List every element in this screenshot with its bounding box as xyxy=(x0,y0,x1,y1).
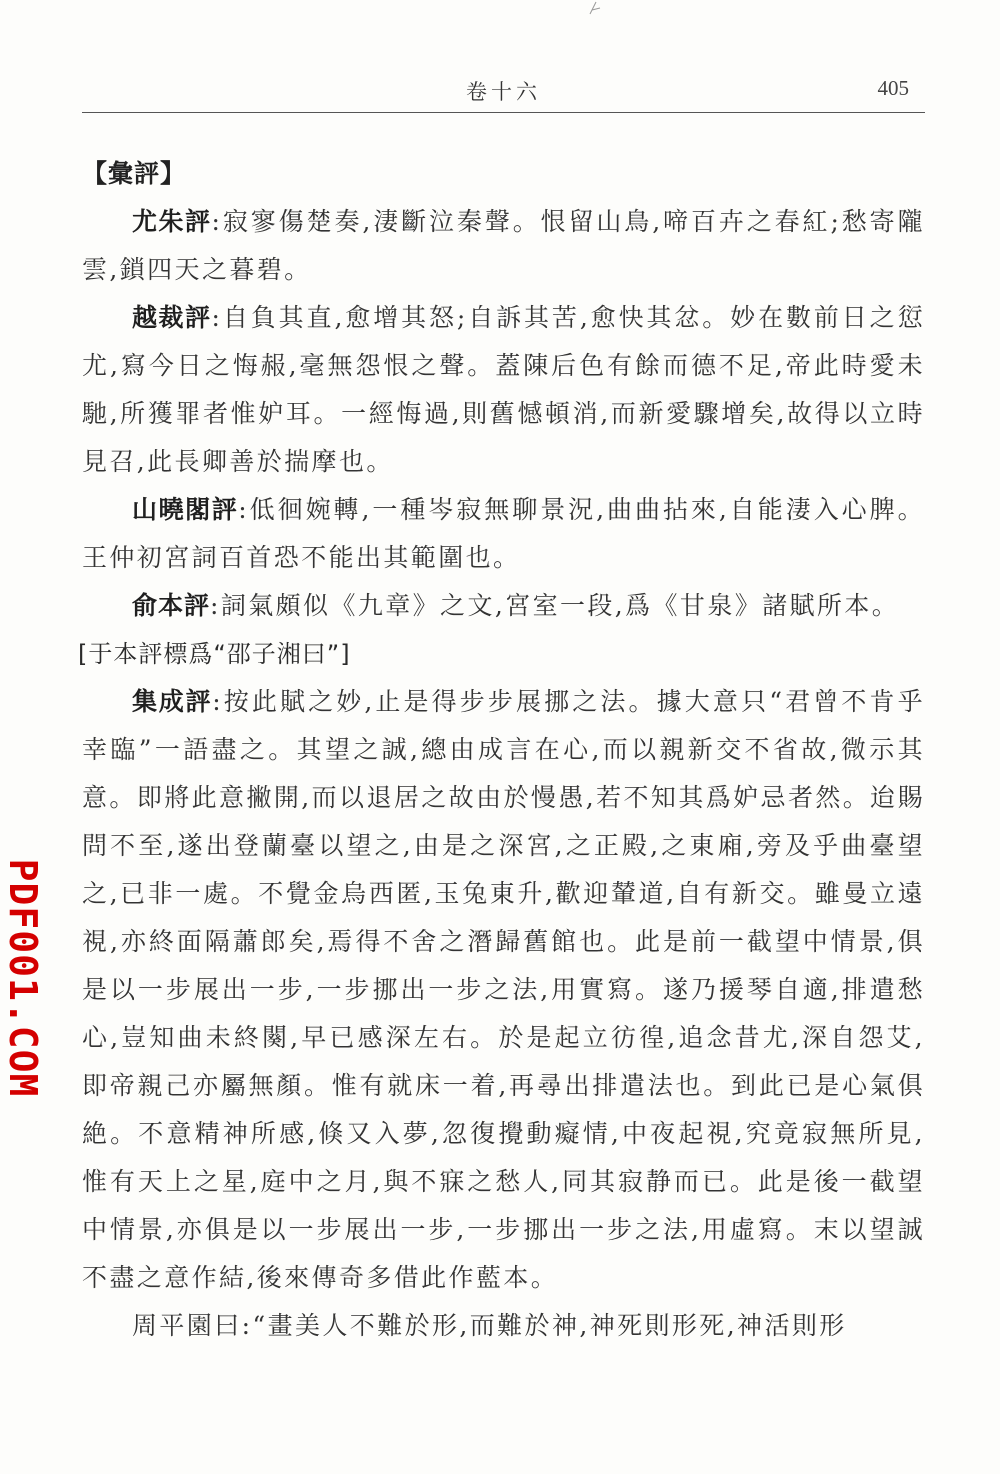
running-header xyxy=(82,70,925,110)
scan-edge-mark xyxy=(572,0,612,20)
commentary-paragraph xyxy=(82,486,925,582)
running-title: 卷十六 xyxy=(466,80,541,104)
section-heading: 【彙評】 xyxy=(82,159,187,188)
commentary-paragraph xyxy=(82,198,925,294)
page-number: 405 xyxy=(877,76,909,100)
page-content xyxy=(78,150,925,1350)
commentary-text: 周平園曰:“畫美人不難於形,而難於神,神死則形死,神活則形 xyxy=(132,1311,847,1340)
commentary-label: 越裁評 xyxy=(132,303,212,332)
commentary-label: 尤朱評 xyxy=(132,207,212,236)
commentary-paragraph xyxy=(82,678,925,1302)
watermark xyxy=(0,858,46,1098)
editorial-note: [于本評標爲“邵子湘曰”] xyxy=(78,640,351,668)
commentary-text: :低徊婉轉,一種岑寂無聊景況,曲曲拈來,自能淒入心脾。王仲初宮詞百首恐不能出其範圍也。 xyxy=(82,495,925,572)
commentary-text: :自負其直,愈增其怒;自訴其苦,愈快其忿。妙在數前日之愆尤,寫今日之悔赧,毫無怨恨之聲。蓋陳后色有餘而德不足,帝此時愛未馳,所獲罪者惟妒耳。一經悔過,則舊憾頓消,而新愛驟增矣,故得以立時見召,此長卿善於揣摩也。 xyxy=(82,303,925,476)
commentary-label: 俞本評 xyxy=(132,591,211,620)
commentary-label: 集成評 xyxy=(132,687,213,716)
commentary-paragraph xyxy=(82,582,925,630)
watermark-text: PDF001.COM xyxy=(1,858,45,1098)
quotation-paragraph xyxy=(82,1302,925,1350)
commentary-text: :寂寥傷楚奏,淒斷泣秦聲。恨留山鳥,啼百卉之春紅;愁寄隴雲,鎖四天之暮碧。 xyxy=(82,207,925,284)
commentary-text: :按此賦之妙,止是得步步展挪之法。據大意只“君曾不肯乎幸臨”一語盡之。其望之誠,總由成言在心,而以親新交不省故,微示其意。即將此意撇開,而以退居之故由於慢愚,若不知其爲妒忌者然。迨賜問不至,遂出登蘭臺以望之,由是之深宮,之正殿,之東廂,旁及乎曲臺望之,已非一處。不覺金烏西匿,玉兔東升,歡迎輦道,自有新交。雖曼立遠視,亦終面隔蕭郎矣,焉得不舍之潛歸舊館也。此是前一截望中情景,俱是以一步展出一步,一步挪出一步之法,用實寫。遂乃援琴自適,排遣愁心,豈知曲未終闋,早已感深左右。於是起立彷徨,追念昔尤,深自怨艾,即帝親己亦屬無顏。惟有就床一着,再尋出排遣法也。到此已是心氣俱絶。不意精神所感,倏又入夢,忽復攪動癡情,中夜起視,究竟寂無所見,惟有天上之星,庭中之月,與不寐之愁人,同其寂静而已。此是後一截望中情景,亦俱是以一步展出一步,一步挪出一步之法,用虛寫。末以望誠不盡之意作結,後來傳奇多借此作藍本。 xyxy=(82,687,925,1292)
commentary-text: :詞氣頗似《九章》之文,宮室一段,爲《甘泉》諸賦所本。 xyxy=(210,591,900,620)
commentary-label: 山曉閣評 xyxy=(132,495,239,524)
header-rule xyxy=(82,112,925,113)
commentary-paragraph xyxy=(82,294,925,486)
